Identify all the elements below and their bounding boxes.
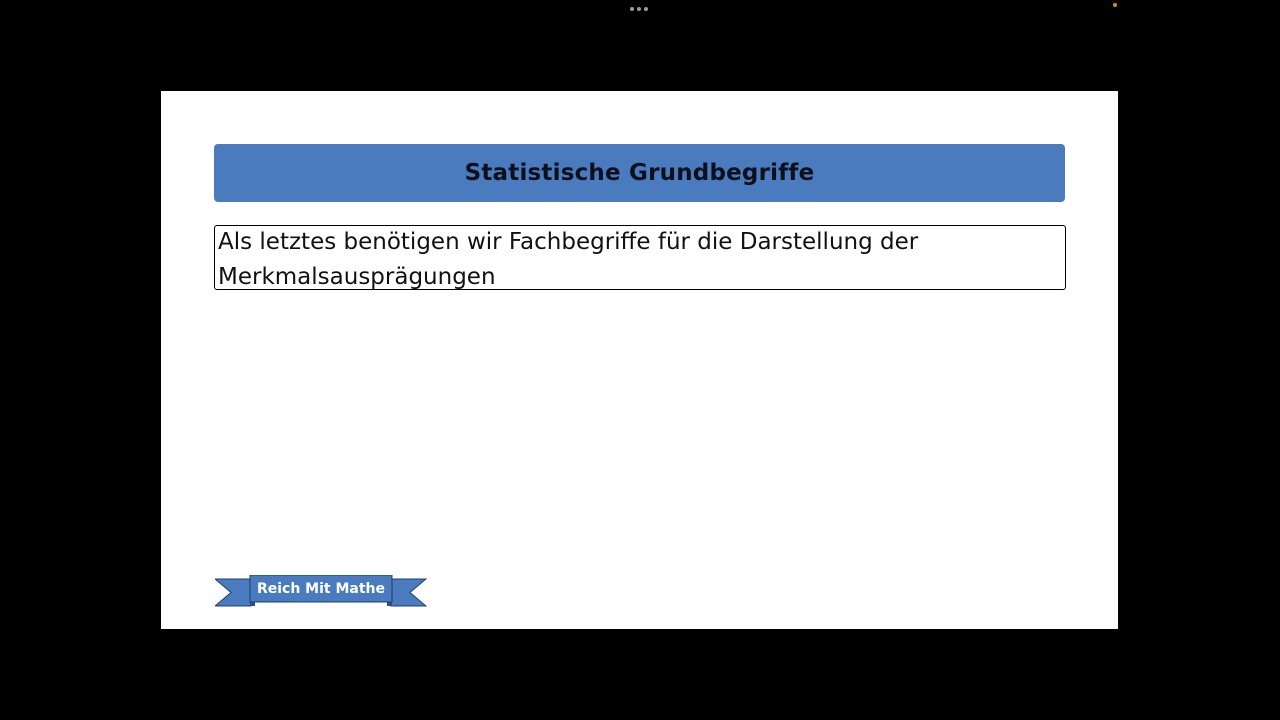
presentation-slide	[161, 91, 1118, 629]
brand-ribbon	[215, 575, 427, 611]
dot	[630, 7, 634, 11]
camera-indicator-icon	[1113, 3, 1117, 7]
dot	[637, 7, 641, 11]
ribbon-label: Reich Mit Mathe	[256, 580, 386, 597]
slide-title-bar	[214, 144, 1065, 202]
dot	[644, 7, 648, 11]
slide-text-box	[214, 225, 1066, 290]
slide-title: Statistische Grundbegriffe	[464, 160, 815, 186]
more-dots-icon[interactable]	[630, 7, 648, 11]
slide-body-text: Als letztes benötigen wir Fachbegriffe für die Darstellung der Merkmalsausprägungen	[218, 229, 919, 290]
